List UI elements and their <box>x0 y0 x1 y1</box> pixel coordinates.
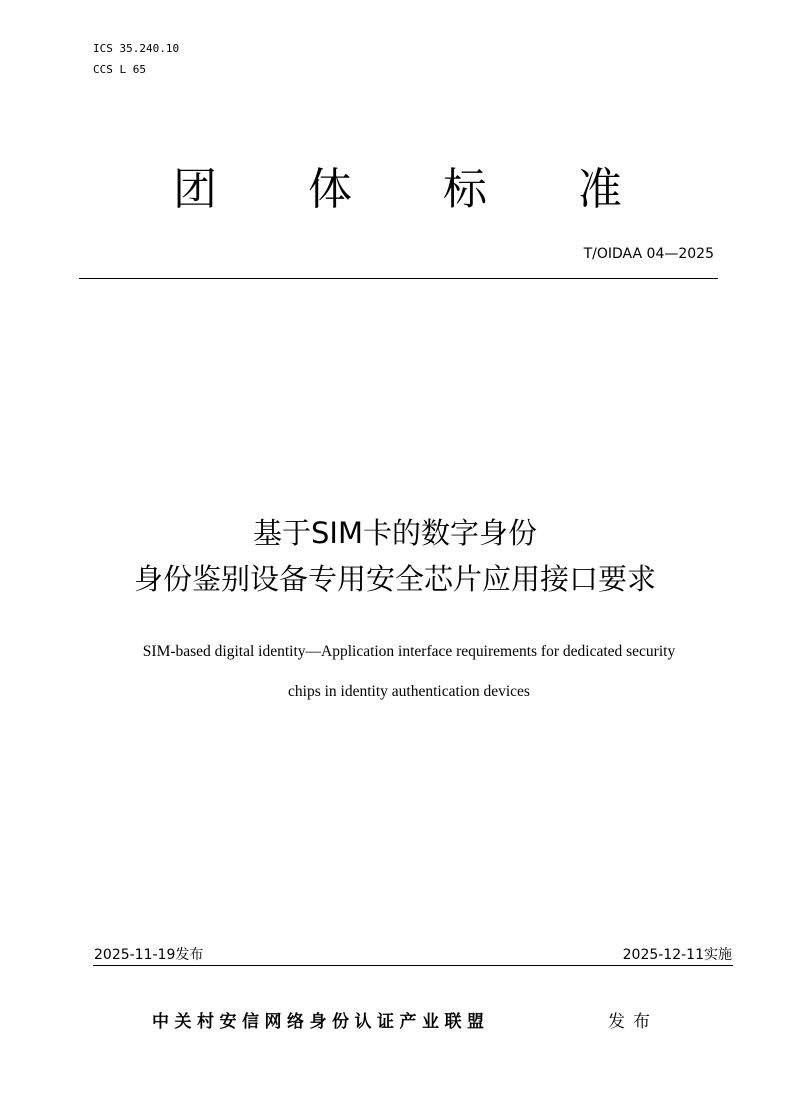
chinese-title-line-2: 身份鉴别设备专用安全芯片应用接口要求 <box>133 562 656 596</box>
chinese-title-line-1: 基于SIM卡的数字身份 <box>253 516 537 550</box>
implementation-date: 2025-12-11实施 <box>622 947 732 963</box>
issuing-organization: 中关村安信网络身份认证产业联盟 <box>152 1012 490 1032</box>
doc-type-char-4: 准 <box>578 164 622 215</box>
standard-number: T/OIDAA 04—2025 <box>583 246 714 262</box>
header-divider <box>79 278 718 279</box>
ccs-code: CCS L 65 <box>93 63 146 76</box>
doc-type-char-2: 体 <box>308 164 352 215</box>
english-title-line-1: SIM-based digital identity—Application interface requirements for dedicated security <box>142 643 676 660</box>
english-title-line-2: chips in identity authentication devices <box>288 683 530 700</box>
footer-divider <box>93 965 733 966</box>
ics-code: ICS 35.240.10 <box>93 42 180 55</box>
doc-type-char-1: 团 <box>173 164 217 215</box>
issue-label: 发布 <box>608 1012 658 1032</box>
doc-type-char-3: 标 <box>443 164 487 215</box>
publish-date: 2025-11-19发布 <box>94 947 204 963</box>
